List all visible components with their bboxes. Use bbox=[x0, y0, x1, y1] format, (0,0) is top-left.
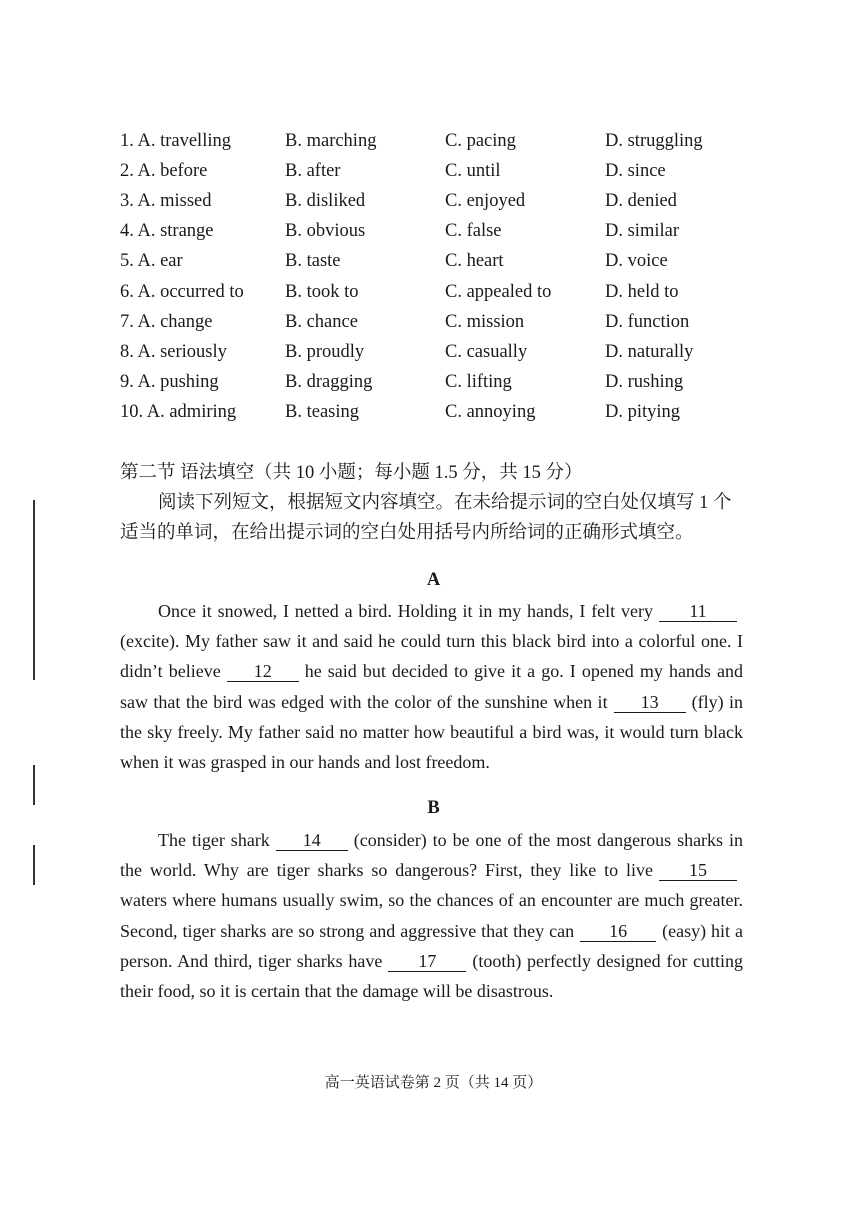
section-title: 第二节 语法填空（共 10 小题；每小题 1.5 分，共 15 分） bbox=[120, 463, 583, 483]
option-cell: D. function bbox=[605, 311, 690, 332]
option-cell: B. after bbox=[285, 160, 341, 181]
passage-a-text-4: (fly) in the sky freely. My father said no matter how beautiful a bird was, it would turn black when it was grasped in our hands and lost freedom. bbox=[120, 691, 743, 773]
option-cell: 7. A. change bbox=[120, 311, 213, 332]
option-cell: B. dragging bbox=[285, 372, 373, 393]
blank-17: 17 bbox=[388, 951, 466, 972]
option-row bbox=[120, 398, 765, 428]
passage-b-text-1: The tiger shark bbox=[158, 830, 270, 850]
option-cell: C. enjoyed bbox=[445, 190, 526, 211]
option-cell: B. proudly bbox=[285, 341, 365, 362]
passage-b-text-5: (tooth) perfectly designed for cutting their food, so it is certain that the damage will be disastrous. bbox=[120, 950, 743, 1002]
passage-b-label: B bbox=[427, 798, 440, 818]
option-row bbox=[120, 217, 765, 247]
margin-scan-line bbox=[33, 845, 35, 885]
option-row bbox=[120, 156, 765, 186]
blank-13: 13 bbox=[614, 692, 686, 713]
option-cell: D. naturally bbox=[605, 341, 694, 362]
option-cell: 6. A. occurred to bbox=[120, 281, 244, 302]
passage-a-text-1: Once it snowed, I netted a bird. Holding it in my hands, I felt very bbox=[158, 601, 653, 621]
option-cell: C. until bbox=[445, 160, 501, 181]
option-cell: B. disliked bbox=[285, 190, 366, 211]
blank-14: 14 bbox=[276, 830, 348, 851]
option-cell: C. mission bbox=[445, 311, 525, 332]
option-cell: C. false bbox=[445, 221, 502, 242]
blank-15: 15 bbox=[659, 860, 737, 881]
option-cell: C. casually bbox=[445, 341, 528, 362]
blank-12: 12 bbox=[227, 661, 299, 682]
option-cell: D. held to bbox=[605, 281, 679, 302]
option-cell: C. pacing bbox=[445, 130, 516, 151]
blank-11: 11 bbox=[659, 601, 737, 622]
passage-a-text-2: (excite). My father saw it and said he could turn this black bird into a colorful one. I didn’t believe bbox=[120, 631, 743, 682]
option-row bbox=[120, 368, 765, 398]
option-cell: B. took to bbox=[285, 281, 359, 302]
option-cell: C. annoying bbox=[445, 402, 536, 423]
passage-b bbox=[120, 825, 743, 1006]
section-instructions: 阅读下列短文，根据短文内容填空。在未给提示词的空白处仅填写 1 个适当的单词，在给出提示词的空白处用括号内所给词的正确形式填空。 bbox=[120, 493, 732, 543]
blank-16: 16 bbox=[580, 921, 656, 942]
margin-scan-line bbox=[33, 765, 35, 805]
option-row bbox=[120, 186, 765, 216]
passage-a bbox=[120, 596, 743, 777]
option-row bbox=[120, 337, 765, 367]
option-cell: D. since bbox=[605, 160, 666, 181]
page-footer: 高一英语试卷第 2 页（共 14 页） bbox=[324, 1075, 543, 1091]
option-cell: D. pitying bbox=[605, 402, 681, 423]
option-cell: D. voice bbox=[605, 251, 668, 272]
option-cell: 1. A. travelling bbox=[120, 130, 231, 151]
option-cell: 5. A. ear bbox=[120, 251, 183, 272]
option-row bbox=[120, 277, 765, 307]
passage-a-label: A bbox=[426, 570, 441, 590]
option-cell: 8. A. seriously bbox=[120, 341, 227, 362]
option-cell: 9. A. pushing bbox=[120, 372, 219, 393]
option-cell: B. obvious bbox=[285, 221, 366, 242]
options-table bbox=[120, 126, 765, 428]
option-cell: D. rushing bbox=[605, 372, 684, 393]
passage-a-text-3: he said but decided to give it a go. I opened my hands and saw that the bird was edged with the color of the sunshine when it bbox=[120, 661, 743, 712]
option-cell: D. denied bbox=[605, 190, 677, 211]
margin-scan-line bbox=[33, 500, 35, 680]
option-row bbox=[120, 126, 765, 156]
option-cell: 2. A. before bbox=[120, 160, 208, 181]
passage-b-text-3: waters where humans usually swim, so the chances of an encounter are much greater. Second, tiger sharks are so strong and aggressive that they can bbox=[120, 890, 743, 941]
option-row bbox=[120, 247, 765, 277]
option-cell: B. teasing bbox=[285, 402, 359, 423]
option-cell: C. heart bbox=[445, 251, 504, 272]
option-cell: B. taste bbox=[285, 251, 341, 272]
passage-b-text-4: (easy) hit a person. And third, tiger sharks have bbox=[120, 920, 743, 971]
option-cell: C. appealed to bbox=[445, 281, 552, 302]
option-cell: D. struggling bbox=[605, 130, 703, 151]
option-cell: C. lifting bbox=[445, 372, 512, 393]
option-cell: B. chance bbox=[285, 311, 358, 332]
option-cell: D. similar bbox=[605, 221, 679, 242]
option-row bbox=[120, 307, 765, 337]
option-cell: 4. A. strange bbox=[120, 221, 214, 242]
option-cell: B. marching bbox=[285, 130, 377, 151]
option-cell: 10. A. admiring bbox=[120, 402, 237, 423]
passage-b-text-2: (consider) to be one of the most dangerous sharks in the world. Why are tiger sharks so dangerous? First, they like to live bbox=[120, 830, 743, 881]
option-cell: 3. A. missed bbox=[120, 190, 212, 211]
